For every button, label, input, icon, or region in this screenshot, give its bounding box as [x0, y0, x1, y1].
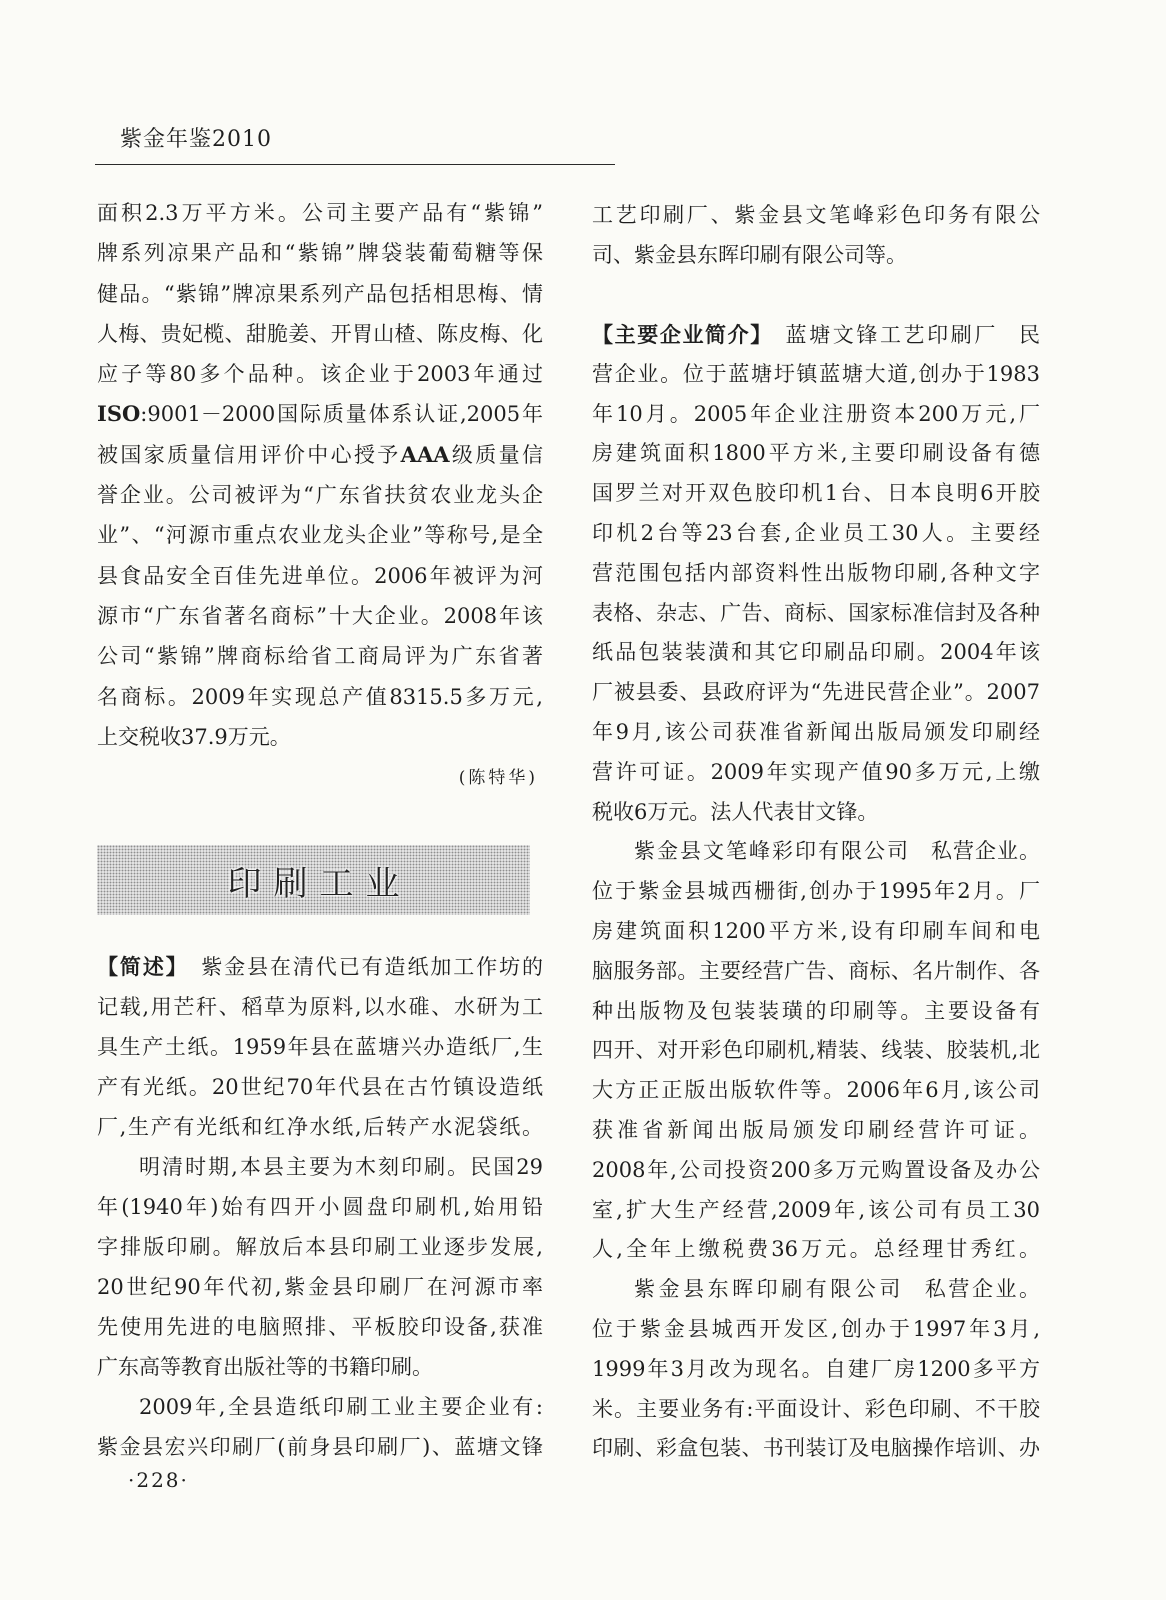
text-line: [97, 435, 543, 475]
text-line: 名商标。2009年实现总产值8315.5多万元,: [97, 684, 543, 709]
text-segment: 民: [1019, 323, 1040, 347]
company-name: 紫金县文笔峰彩印有限公司: [634, 839, 910, 864]
text-line: 具生产土纸。1959年县在蓝塘兴办造纸厂,生: [97, 1035, 543, 1059]
author-credit: (陈特华): [458, 768, 538, 788]
text-line: 誉企业。公司被评为“广东省扶贫农业龙头企: [97, 483, 543, 508]
text-line: 国罗兰对开双色胶印机1台、日本良明6开胶: [592, 481, 1040, 506]
bold-text: ISO: [97, 401, 141, 427]
left-column-top-text: [97, 193, 543, 757]
text-line: 房建筑面积1800平方米,主要印刷设备有德: [592, 441, 1040, 466]
text-line: 2008年,公司投资200多万元购置设备及办公: [592, 1157, 1040, 1182]
text-line: 位于紫金县城西栅街,创办于1995年2月。厂: [592, 879, 1040, 904]
text-line: 脑服务部。主要经营广告、商标、名片制作、各: [592, 958, 1040, 983]
text-line: 房建筑面积1200平方米,设有印刷车间和电: [592, 918, 1040, 943]
text-line: 米。主要业务有:平面设计、彩色印刷、不干胶: [592, 1396, 1040, 1421]
paragraph: [592, 832, 1040, 1270]
text-line: 司、紫金县东晖印刷有限公司等。: [592, 243, 907, 267]
text-segment: :9001－2000国际质量体系认证,2005年: [140, 402, 543, 427]
section-title-box: [97, 845, 530, 915]
text-line: 记载,用芒秆、稻草为原料,以水碓、水研为工: [97, 995, 543, 1019]
text-line: 年10月。2005年企业注册资本200万元,厂: [592, 401, 1040, 426]
text-line: 位于紫金县城西开发区,创办于1997年3月,: [592, 1316, 1040, 1341]
bold-text: AAA: [400, 441, 450, 467]
paragraph: [97, 1387, 543, 1467]
text-line: 公司“紫锦”牌商标给省工商局评为广东省著: [97, 644, 543, 669]
section-label: 【简述】: [97, 954, 189, 979]
text-line: 印机2台等23台套,企业员工30人。主要经: [592, 520, 1040, 545]
page-header-title: 紫金年鉴2010: [120, 127, 272, 152]
text-segment: 私营企业。: [931, 839, 1040, 864]
text-line: 营范围包括内部资料性出版物印刷,各种文字: [592, 560, 1040, 585]
text-line: 先使用先进的电脑照排、平板胶印设备,获准: [97, 1315, 543, 1339]
text-line: 人梅、贵妃榄、甜脆姜、开胃山楂、陈皮梅、化: [97, 321, 543, 346]
company-name: 蓝塘文锋工艺印刷厂: [785, 323, 999, 347]
company-name: 紫金县东晖印刷有限公司: [634, 1277, 904, 1302]
text-line: 厂被县委、县政府评为“先进民营企业”。2007: [592, 680, 1040, 705]
text-line: 大方正正版出版软件等。2006年6月,该公司: [592, 1078, 1040, 1103]
text-line: 上交税收37.9万元。: [97, 724, 291, 749]
text-line: 源市“广东省著名商标”十大企业。2008年该: [97, 603, 543, 628]
text-line: 明清时期,本县主要为木刻印刷。民国29: [139, 1155, 543, 1179]
text-line: 厂,生产有光纸和红净水纸,后转产水泥袋纸。: [97, 1115, 543, 1139]
paragraph: [97, 1147, 543, 1387]
text-line: 应子等80多个品种。该企业于2003年通过: [97, 362, 543, 387]
text-line: 营许可证。2009年实现产值90多万元,上缴: [592, 759, 1040, 784]
text-line: [592, 315, 1040, 355]
right-column-top-text: [592, 195, 1040, 275]
text-line: 1999年3月改为现名。自建厂房1200多平方: [592, 1356, 1040, 1381]
paragraph: [97, 947, 543, 1147]
right-column-main-text: [592, 315, 1040, 1469]
text-line: [97, 394, 543, 434]
text-line: 表格、杂志、广告、商标、国家标准信封及各种: [592, 600, 1040, 625]
paragraph: [97, 193, 543, 757]
text-line: 印刷、彩盒包装、书刊装订及电脑操作培训、办: [592, 1436, 1040, 1461]
page-number: ·228·: [128, 1468, 189, 1492]
text-line: 种出版物及包装装璜的印刷等。主要设备有: [592, 998, 1040, 1023]
text-segment: 私营企业。: [924, 1277, 1040, 1302]
text-line: 营企业。位于蓝塘圩镇蓝塘大道,创办于1983: [592, 361, 1040, 386]
section-label: 【主要企业简介】: [592, 322, 773, 347]
text-line: 工艺印刷厂、紫金县文笔峰彩色印务有限公: [592, 203, 1040, 227]
text-line: 紫金县宏兴印刷厂(前身县印刷厂)、蓝塘文锋: [97, 1435, 543, 1459]
text-segment: 级质量信: [449, 442, 543, 467]
text-line: 税收6万元。法人代表甘文锋。: [592, 799, 879, 824]
text-line: 广东高等教育出版社等的书籍印刷。: [97, 1355, 433, 1379]
header-rule: [95, 164, 615, 165]
section-title: 印刷工业: [227, 863, 412, 904]
text-line: 面积2.3万平方米。公司主要产品有“紫锦”: [97, 201, 543, 225]
text-line: [97, 947, 543, 987]
text-line: 人,全年上缴税费36万元。总经理甘秀红。: [592, 1237, 1040, 1262]
paragraph: [592, 1270, 1040, 1469]
text-line: 纸品包装装潢和其它印刷品印刷。2004年该: [592, 640, 1040, 665]
text-segment: 被国家质量信用评价中心授予: [97, 442, 401, 467]
paragraph: [592, 195, 1040, 275]
text-line: 产有光纸。20世纪70年代县在古竹镇设造纸: [97, 1075, 543, 1099]
text-line: 县食品安全百佳先进单位。2006年被评为河: [97, 563, 543, 588]
text-line: 字排版印刷。解放后本县印刷工业逐步发展,: [97, 1235, 543, 1259]
text-line: 获准省新闻出版局颁发印刷经营许可证。: [592, 1117, 1040, 1142]
text-line: 20世纪90年代初,紫金县印刷厂在河源市率: [97, 1275, 543, 1299]
text-line: 室,扩大生产经营,2009年,该公司有员工30: [592, 1197, 1040, 1222]
text-line: 四开、对开彩色印刷机,精装、线装、胶装机,北: [592, 1038, 1040, 1063]
text-line: 牌系列凉果产品和“紫锦”牌袋装葡萄糖等保: [97, 241, 543, 266]
text-line: 健品。“紫锦”牌凉果系列产品包括相思梅、情: [97, 281, 543, 306]
paragraph: [592, 315, 1040, 832]
text-line: 业”、“河源市重点农业龙头企业”等称号,是全: [97, 523, 543, 548]
text-line: [592, 1270, 1040, 1310]
text-line: 年(1940年)始有四开小圆盘印刷机,始用铅: [97, 1195, 543, 1219]
text-line: [592, 832, 1040, 872]
text-line: 2009年,全县造纸印刷工业主要企业有:: [139, 1395, 543, 1419]
text-segment: 紫金县在清代已有造纸加工作坊的: [201, 955, 543, 979]
left-column-section-text: [97, 947, 543, 1467]
text-line: 年9月,该公司获准省新闻出版局颁发印刷经: [592, 719, 1040, 744]
